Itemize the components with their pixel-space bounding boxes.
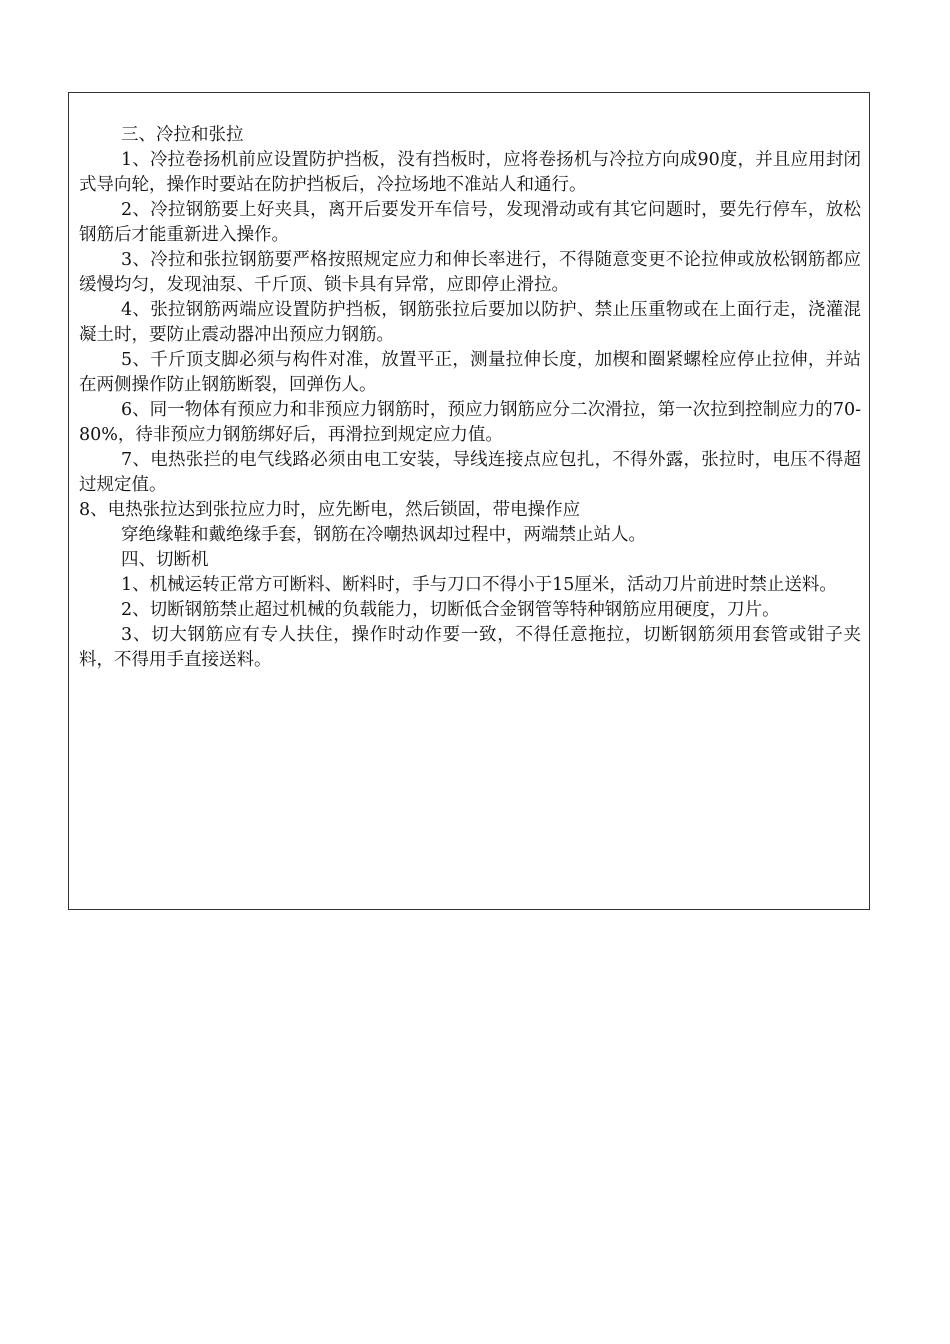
section-heading-cutter: 四、切断机 xyxy=(121,550,209,570)
paragraph-item-3: 3、冷拉和张拉钢筋要严格按照规定应力和伸长率进行，不得随意变更不论拉伸或放松钢筋都应缓慢均匀，发现油泵、千斤顶、锁卡具有异常，应即停止滑拉。 xyxy=(79,250,861,295)
paragraph-item-8: 8、电热张拉达到张拉应力时，应先断电，然后锁固，带电操作应 xyxy=(79,500,581,520)
paragraph-item-2: 2、冷拉钢筋要上好夹具，离开后要发开车信号，发现滑动或有其它问题时，要先行停车，放松钢筋后才能重新进入操作。 xyxy=(79,200,861,245)
paragraph-item-8-continued: 穿绝缘鞋和戴绝缘手套，钢筋在冷嘲热讽却过程中，两端禁止站人。 xyxy=(121,525,646,545)
paragraph-cutter-3: 3、切大钢筋应有专人扶住，操作时动作要一致，不得任意拖拉，切断钢筋须用套管或钳子夹料，不得用手直接送料。 xyxy=(79,625,861,670)
paragraph-item-1: 1、冷拉卷扬机前应设置防护挡板，没有挡板时，应将卷扬机与冷拉方向成90度，并且应用封闭式导向轮，操作时要站在防护挡板后，冷拉场地不准站人和通行。 xyxy=(79,150,861,195)
paragraph-cutter-2: 2、切断钢筋禁止超过机械的负载能力，切断低合金钢管等特种钢筋应用硬度，刀片。 xyxy=(121,600,780,620)
paragraph-item-6: 6、同一物体有预应力和非预应力钢筋时，预应力钢筋应分二次滑拉，第一次拉到控制应力的70-80%，待非预应力钢筋绑好后，再滑拉到规定应力值。 xyxy=(79,400,861,445)
paragraph-cutter-1: 1、机械运转正常方可断料、断料时，手与刀口不得小于15厘米，活动刀片前进时禁止送料。 xyxy=(121,575,837,595)
paragraph-item-5: 5、千斤顶支脚必须与构件对准，放置平正，测量拉伸长度，加楔和圈紧螺栓应停止拉伸，并站在两侧操作防止钢筋断裂，回弹伤人。 xyxy=(79,350,861,395)
paragraph-item-7: 7、电热张拦的电气线路必须由电工安装，导线连接点应包扎，不得外露，张拉时，电压不得超过规定值。 xyxy=(79,450,861,495)
document-box xyxy=(68,92,870,910)
paragraph-item-4: 4、张拉钢筋两端应设置防护挡板，钢筋张拉后要加以防护、禁止压重物或在上面行走，浇灌混凝土时，要防止震动器冲出预应力钢筋。 xyxy=(79,300,861,345)
section-heading-cold-drawing: 三、冷拉和张拉 xyxy=(121,125,244,145)
